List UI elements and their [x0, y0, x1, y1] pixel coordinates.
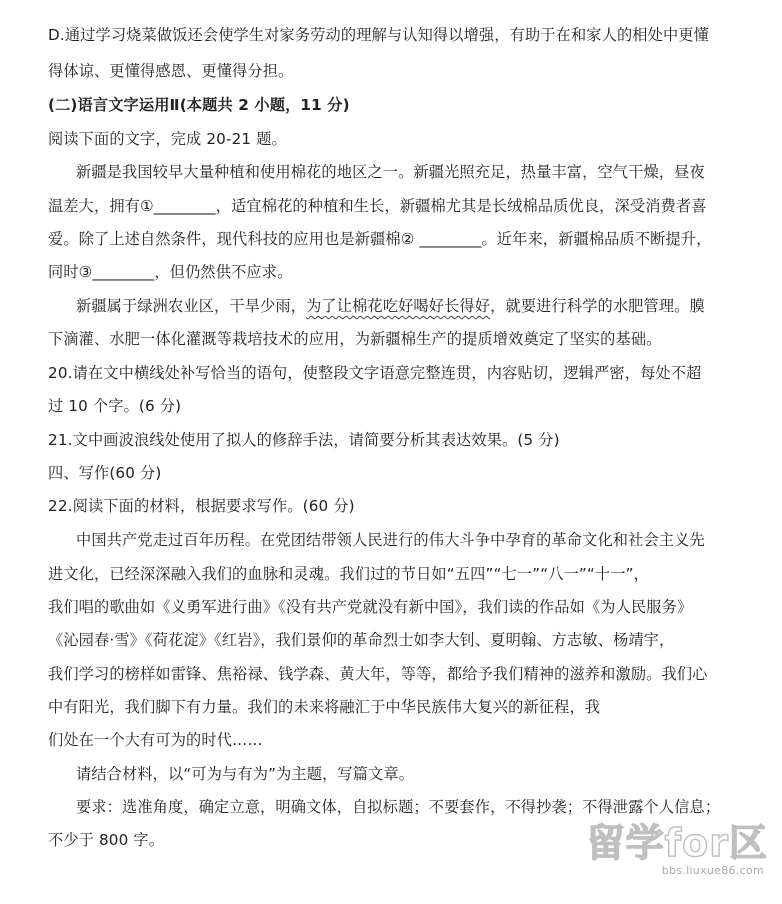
requirements-line-1: 要求：选准角度，确定立意，明确文体，自拟标题；不要套作，不得抄袭；不得泄露个人信息；: [76, 798, 721, 816]
passage-p1-line-2: 温差大，拥有①________，适宜棉花的种植和生长，新疆棉尤其是长绒棉品质优良，深受消费者喜: [48, 197, 707, 215]
question-20-line-2: 过 10 个字。(6 分): [48, 397, 182, 415]
option-d-line-1: D.通过学习烧菜做饭还会使学生对家务劳动的理解与认知得以增强，有助于在和家人的相处中更懂: [48, 26, 709, 44]
watermark-logo: 留学for区: [586, 821, 768, 865]
material-line-2: 进文化，已经深深融入我们的血脉和灵魂。我们过的节日如“五四”“七一”“八一”“十一”，: [48, 565, 649, 583]
passage-p2-pre: 新疆属于绿洲农业区，干旱少雨，: [76, 297, 307, 315]
question-22: 22.阅读下面的材料，根据要求写作。(60 分): [48, 497, 355, 515]
watermark-url: bbs.liuxue86.com: [661, 864, 764, 877]
material-line-7: 们处在一个大有可为的时代……: [48, 731, 263, 749]
passage-p2-line-1: [76, 290, 752, 323]
passage-p1-line-4: 同时③________，但仍然供不应求。: [48, 263, 293, 281]
passage-p2-post: ，就要进行科学的水肥管理。膜: [490, 297, 705, 315]
option-d-line-2: 得体谅、更懂得感恩、更懂得分担。: [48, 62, 294, 80]
material-line-3: 我们唱的歌曲如《义勇军进行曲》《没有共产党就没有新中国》，我们读的作品如《为人民服务》: [48, 598, 693, 616]
question-20-line-1: 20.请在文中横线处补写恰当的语句，使整段文字语意完整连贯，内容贴切，逻辑严密，每处不超: [48, 364, 702, 382]
requirements-line-2: 不少于 800 字。: [48, 831, 165, 849]
writing-section-heading: 四、写作(60 分): [48, 464, 162, 482]
question-21: 21.文中画波浪线处使用了拟人的修辞手法，请简要分析其表达效果。(5 分): [48, 431, 560, 449]
passage-p1-line-1: 新疆是我国较早大量种植和使用棉花的地区之一。新疆光照充足，热量丰富，空气干燥，昼夜: [76, 163, 705, 181]
passage-p1-line-3: 爱。除了上述自然条件，现代科技的应用也是新疆棉② ________。近年来，新疆棉品质不断提升，: [48, 230, 712, 248]
material-line-5: 我们学习的榜样如雷锋、焦裕禄、钱学森、黄大年，等等，都给予我们精神的滋养和激励。我们心: [48, 665, 708, 683]
material-line-1: 中国共产党走过百年历程。在党团结带领人民进行的伟大斗争中孕育的革命文化和社会主义先: [76, 531, 705, 549]
wavy-underlined-phrase: 为了让棉花吃好喝好长得好: [306, 297, 491, 315]
section-heading: (二)语言文字运用Ⅱ(本题共 2 小题，11 分): [48, 96, 350, 114]
material-line-4: 《沁园春·雪》《荷花淀》《红岩》，我们景仰的革命烈士如李大钊、夏明翰、方志敏、杨靖宇，: [48, 631, 675, 649]
material-line-6: 中有阳光，我们脚下有力量。我们的未来将融汇于中华民族伟大复兴的新征程，我: [48, 698, 601, 716]
writing-prompt: 请结合材料，以“可为与有为”为主题，写篇文章。: [76, 765, 415, 783]
passage-p2-line-2: 下滴灌、水肥一体化灌溉等栽培技术的应用，为新疆棉生产的提质增效奠定了坚实的基础。: [48, 330, 662, 348]
reading-instruction: 阅读下面的文字，完成 20-21 题。: [48, 130, 287, 148]
